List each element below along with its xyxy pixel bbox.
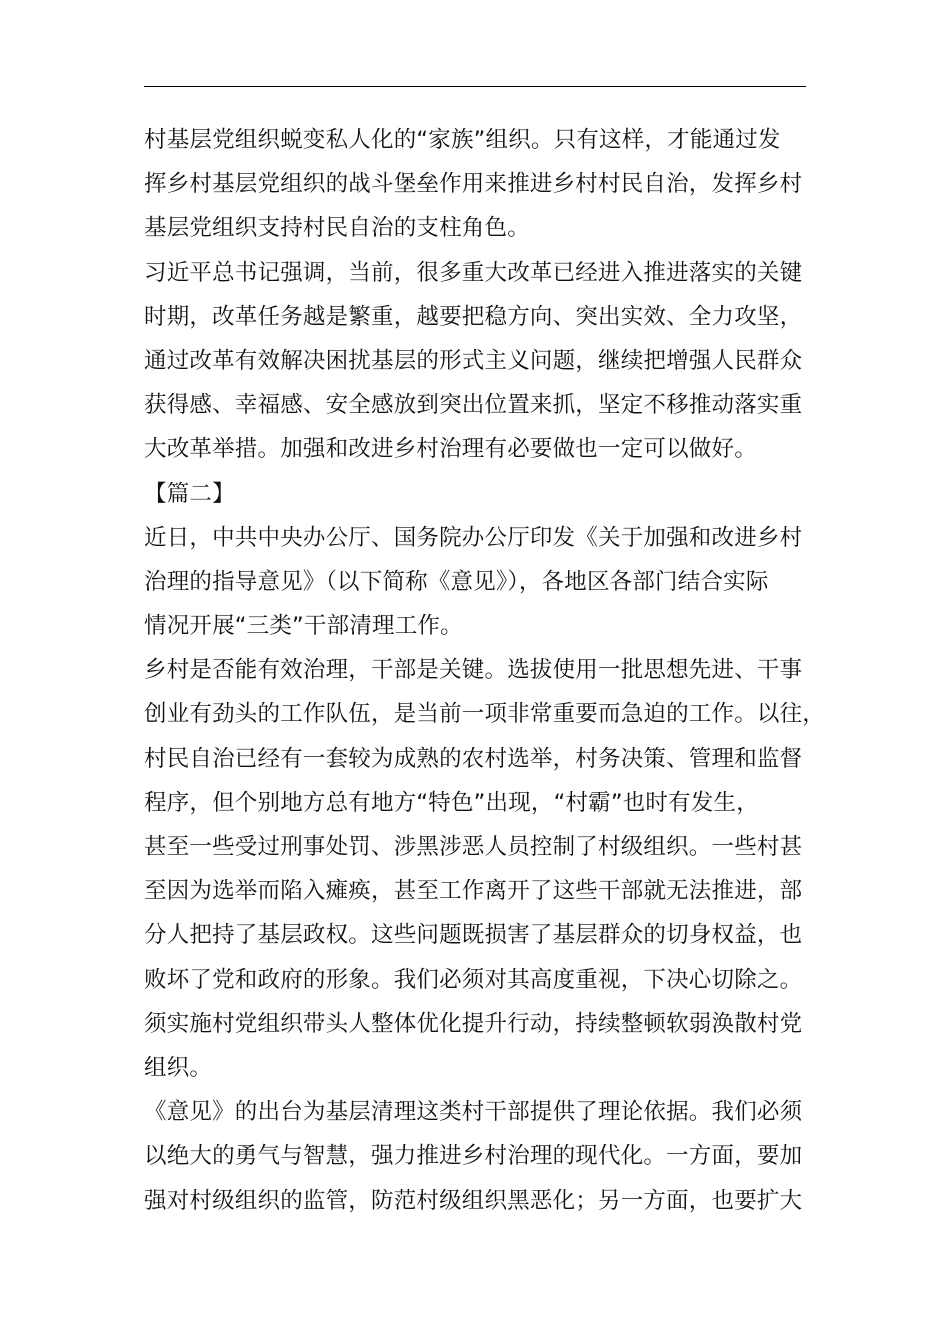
document-body <box>144 118 826 1223</box>
text-line: 通过改革有效解决困扰基层的形式主义问题，继续把增强人民群众 <box>144 347 803 374</box>
text-line: 挥乡村基层党组织的战斗堡垒作用来推进乡村村民自治，发挥乡村 <box>144 171 803 198</box>
text-line: 情况开展“三类”干部清理工作。 <box>144 613 463 640</box>
text-line: 强对村级组织的监管，防范村级组织黑恶化；另一方面，也要扩大 <box>144 1187 803 1214</box>
text-line: 至因为选举而陷入瘫痪，甚至工作离开了这些干部就无法推进，部 <box>144 878 803 905</box>
text-line: 基层党组织支持村民自治的支柱角色。 <box>144 215 530 242</box>
text-line: 程序，但个别地方总有地方“特色”出现，“村霸”也时有发生， <box>144 789 759 816</box>
text-line: 组织。 <box>144 1054 213 1081</box>
text-line: 以绝大的勇气与智慧，强力推进乡村治理的现代化。一方面，要加 <box>144 1143 803 1170</box>
text-line: 时期，改革任务越是繁重，越要把稳方向、突出实效、全力攻坚， <box>144 303 803 330</box>
text-line: 村基层党组织蜕变私人化的“家族”组织。只有这样，才能通过发 <box>144 127 781 153</box>
text-line: 村民自治已经有一套较为成熟的农村选举，村务决策、管理和监督 <box>144 745 803 772</box>
header-rule <box>144 86 806 87</box>
text-line: 分人把持了基层政权。这些问题既损害了基层群众的切身权益，也 <box>144 922 803 949</box>
text-line: 近日，中共中央办公厅、国务院办公厅印发《关于加强和改进乡村 <box>144 524 803 551</box>
text-line: 大改革举措。加强和改进乡村治理有必要做也一定可以做好。 <box>144 436 757 463</box>
text-line: 败坏了党和政府的形象。我们必须对其高度重视，下决心切除之。 <box>144 966 803 993</box>
text-line: 习近平总书记强调，当前，很多重大改革已经进入推进落实的关键 <box>144 259 803 286</box>
text-line: 创业有劲头的工作队伍，是当前一项非常重要而急迫的工作。以往， <box>144 701 826 728</box>
text-line: 《意见》的出台为基层清理这类村干部提供了理论依据。我们必须 <box>144 1099 803 1126</box>
text-line: 乡村是否能有效治理，干部是关键。选拔使用一批思想先进、干事 <box>144 657 803 684</box>
text-line: 治理的指导意见》（以下简称《意见》），各地区各部门结合实际 <box>144 568 769 595</box>
text-line: 获得感、幸福感、安全感放到突出位置来抓，坚定不移推动落实重 <box>144 392 803 419</box>
text-line: 甚至一些受过刑事处罚、涉黑涉恶人员控制了村级组织。一些村甚 <box>144 834 803 860</box>
text-line: 【篇二】 <box>144 480 235 507</box>
text-line: 须实施村党组织带头人整体优化提升行动，持续整顿软弱涣散村党 <box>144 1010 803 1037</box>
